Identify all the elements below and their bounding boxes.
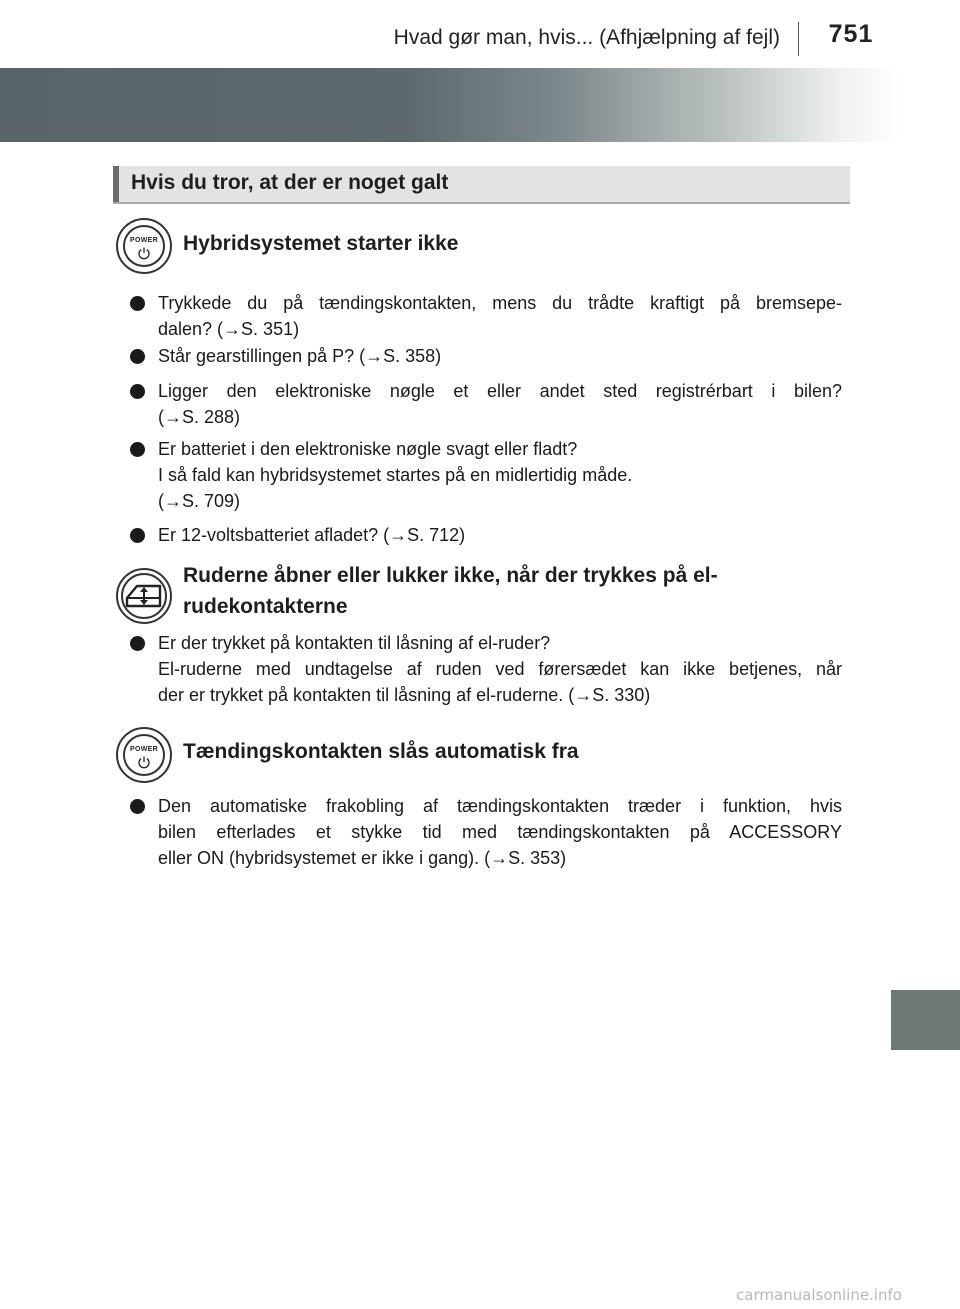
bullet-icon	[130, 384, 145, 399]
item-text: (→S. 709)	[158, 491, 241, 511]
subheading-ignition-off: Tændingskontakten slås automatisk fra	[183, 740, 579, 763]
list-item	[130, 378, 842, 430]
chapter-tab	[891, 990, 960, 1050]
item-text: Er batteriet i den elektroniske nøgle svagt eller fladt?	[158, 439, 578, 459]
bullet-icon	[130, 528, 145, 543]
item-text: El-ruderne med undtagelse af ruden ved førersædet kan ikke betjenes, når	[158, 659, 842, 679]
section-title: Hvis du tror, at der er noget galt	[131, 171, 449, 194]
item-text: (→S. 288)	[158, 407, 241, 427]
list-item	[130, 290, 842, 342]
subheading-hybrid-not-starting: Hybridsystemet starter ikke	[183, 232, 459, 255]
power-button-icon	[116, 218, 172, 274]
window-lock-icon	[118, 570, 170, 622]
item-text: Står gearstillingen på P? (→S. 358)	[158, 346, 442, 366]
power-button-icon	[116, 727, 172, 783]
list-item	[130, 343, 842, 369]
item-text: Den automatiske frakobling af tændingskontakten træder i funktion, hvis	[158, 796, 842, 816]
subheading-line: rudekontakterne	[183, 595, 348, 618]
power-symbol-icon	[137, 755, 151, 769]
bullet-icon	[130, 636, 145, 651]
item-text: Trykkede du på tændingskontakten, mens du trådte kraftigt på bremsepe-	[158, 293, 842, 313]
subheading-windows	[183, 560, 718, 622]
watermark: carmanualsonline.info	[736, 1286, 902, 1304]
power-icon-label: POWER	[130, 237, 158, 244]
list-item	[130, 793, 842, 871]
chapter-title: Hvad gør man, hvis... (Afhjælpning af fejl)	[393, 26, 780, 49]
list-item	[130, 522, 842, 548]
list-item	[130, 436, 842, 514]
bullet-icon	[130, 799, 145, 814]
header-divider	[798, 22, 799, 56]
page-number: 751	[828, 20, 874, 48]
bullet-icon	[130, 296, 145, 311]
item-text: Er der trykket på kontakten til låsning af el-ruder?	[158, 633, 551, 653]
chapter-banner	[0, 68, 900, 142]
bullet-icon	[130, 349, 145, 364]
item-text: I så fald kan hybridsystemet startes på en midlertidig måde.	[158, 465, 633, 485]
list-item	[130, 630, 842, 708]
item-text: eller ON (hybridsystemet er ikke i gang). (→S. 353)	[158, 848, 567, 868]
section-heading-bar	[113, 166, 119, 202]
item-text: dalen? (→S. 351)	[158, 319, 300, 339]
bullet-icon	[130, 442, 145, 457]
item-text: Er 12-voltsbatteriet afladet? (→S. 712)	[158, 525, 466, 545]
item-text: der er trykket på kontakten til låsning af el-ruderne. (→S. 330)	[158, 685, 651, 705]
item-text: Ligger den elektroniske nøgle et eller andet sted registrérbart i bilen?	[158, 381, 842, 401]
power-window-switch-icon	[116, 568, 172, 624]
page-header	[0, 0, 960, 60]
subheading-line: Ruderne åbner eller lukker ikke, når der trykkes på el-	[183, 564, 718, 587]
item-text: bilen efterlades et stykke tid med tændingskontakten på ACCESSORY	[158, 822, 842, 842]
section-heading	[113, 166, 850, 204]
power-symbol-icon	[137, 246, 151, 260]
power-icon-label: POWER	[130, 746, 158, 753]
